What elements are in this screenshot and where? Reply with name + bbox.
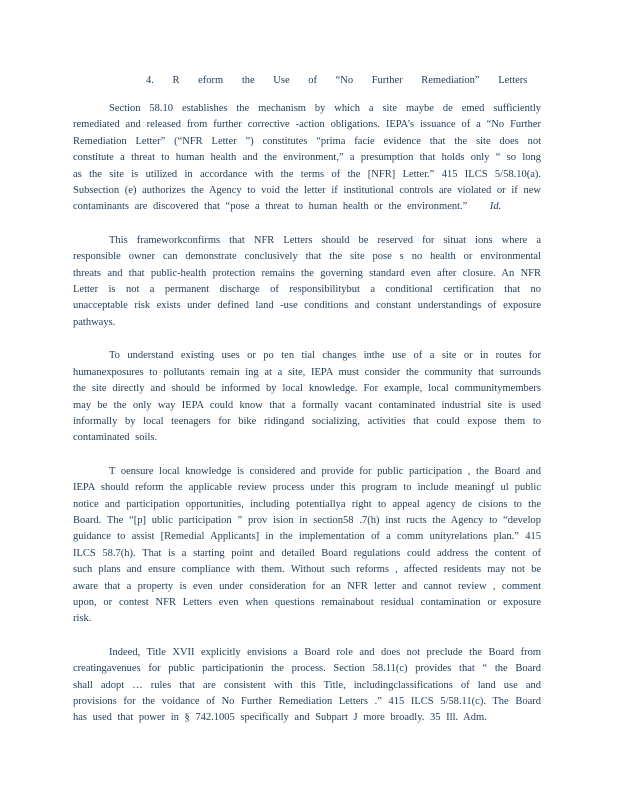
paragraph-3 [73,348,541,446]
paragraph-4-text: T oensure local knowledge is considered and provide for public participation , the Board and IEPA should reform the applicable review process under this program to include meaningf ul public notice and participation opportunities, including potentiallya right to appeal agency de cisions to the Board. The “[p] ublic participation ” prov ision in section58 .7(h) inst ructs the Agency to “develop guidance to assist [Remedial Applicants] in the implementation of a comm unityrelations plan.” 415 ILCS 58.7(h). That is a starting point and detailed Board regulations could address the content of such plans and ensure compliance with them. Without such reforms , affected residents may not be aware that a property is even under consideration for an NFR letter and cannot review , comment upon, or contest NFR Letters even when questions remainabout residual contamination or exposure risk. [73,465,541,625]
paragraph-2 [73,233,541,331]
document-body [73,101,541,744]
paragraph-1-text: Section 58.10 establishes the mechanism by which a site maybe de emed sufficiently remediated and released from further corrective -action obligations. IEPA’s issuance of a “No Further Remediation Letter” (“NFR Letter ”) constitutes “prima facie evidence that the site does not constitute a threat to human health and the environment,” a presumption that holds only “ so long as the site is utilized in accordance with the terms of the [NFR] Letter.” 415 ILCS 5/58.10(a). Subsection (e) authorizes the Agency to void the letter if institutional controls are violated or if new contaminants are discovered that “pose a threat to human health or the environment.” [73,103,541,213]
paragraph-5 [73,645,541,727]
paragraph-1-cite: Id. [489,201,502,213]
paragraph-3-text: To understand existing uses or po ten tial changes inthe use of a site or in routes for humanexposures to pollutants remain ing at a site, IEPA must consider the community that surrounds the site directly and should be informed by local knowledge. For example, local communitymembers may be the only way IEPA could know that a formally vacant contaminated industrial site is used informally by local teenagers for bike ridingand socializing, activities that could expose them to contaminated soils. [73,350,541,444]
paragraph-4 [73,464,541,628]
section-number: 4. [146,75,154,86]
paragraph-5-text: Indeed, Title XVII explicitly envisions a Board role and does not preclude the Board from creatingavenues for public participationin the process. Section 58.11(c) provides that “ the Board shall adopt … rules that are consistent with this Title, includingclassifications of land use and provisions for the voidance of No Further Remediation Letters .” 415 ILCS 5/58.11(c). The Board has used that power in § 742.1005 specifically and Subpart J more broadly. 35 Ill. Adm. [73,646,541,724]
section-title: R eform the Use of “No Further Remediation” Letters [172,75,528,86]
paragraph-2-text: This frameworkconfirms that NFR Letters should be reserved for situat ions where a responsible owner can demonstrate conclusively that the site pose s no health or environmental threats and that public-health protection remains the governing standard even after closure. An NFR Letter is not a permanent discharge of responsibilitybut a conditional certification that no unacceptable risk exists under defined land -use conditions and constant understandings of exposure pathways. [73,234,541,328]
section-heading [146,75,527,86]
paragraph-1 [73,101,541,216]
